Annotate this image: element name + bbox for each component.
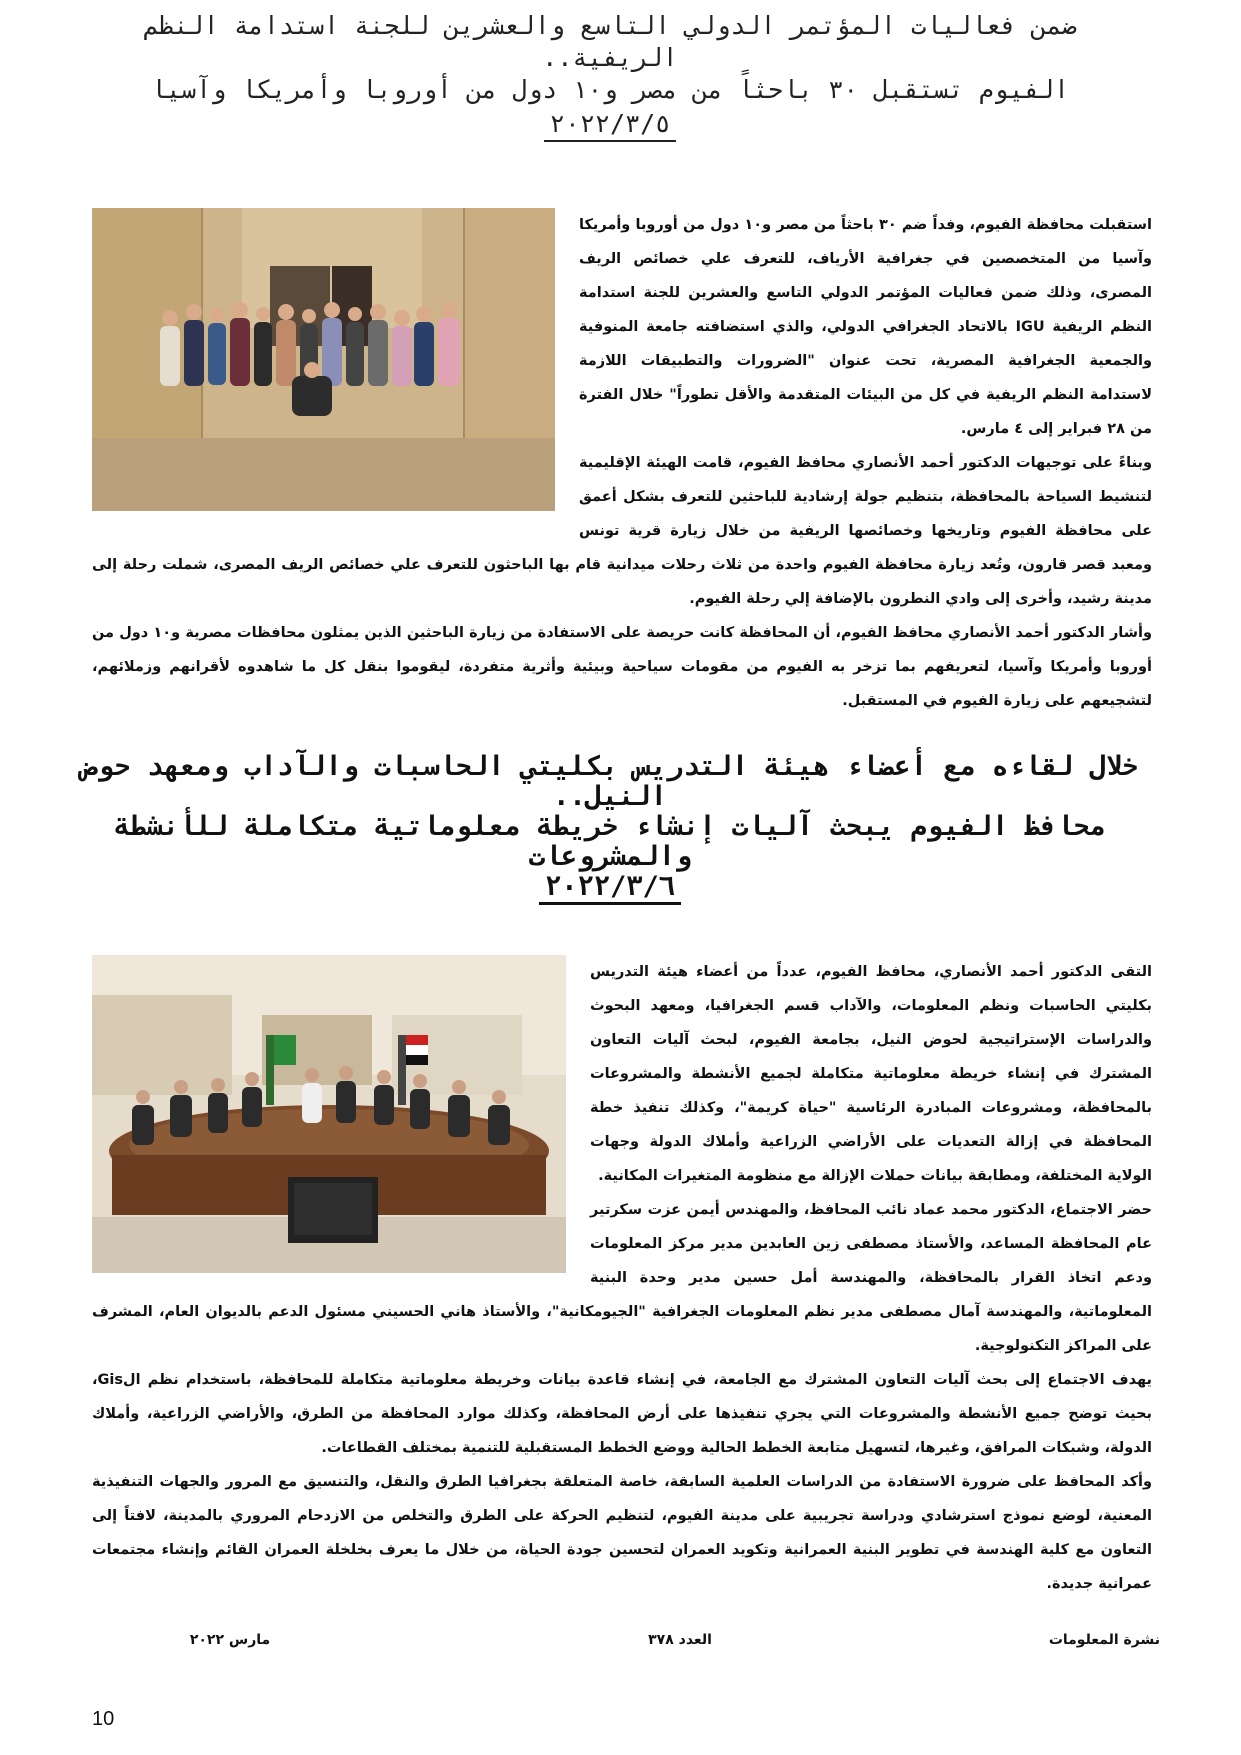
article2-headline (80, 752, 1140, 905)
footer-issue: العدد ٣٧٨ (648, 1632, 712, 1648)
article1-body (92, 208, 1152, 718)
article2-body (92, 955, 1152, 1601)
footer-month: مارس ٢٠٢٢ (189, 1632, 271, 1648)
article1-paragraph-2: وبناءً على توجيهات الدكتور أحمد الأنصاري محافظ الفيوم، قامت الهيئة الإقليمية لتنشيط السياحة بالمحافظة، بتنظيم جولة إرشادية للباحثين للتعرف بشكل أعمق على محافظة الفيوم وتاريخها وخصائصها الريفية من خلال زيارة قرية تونس ومعبد قصر قارون، وتُعد زيارة محافظة الفيوم واحدة من ثلاث رحلات ميدانية قام بها الباحثون للتعرف علي خصائص الريف المصرى، شملت رحلة إلى مدينة رشيد، وأخرى إلى وادي النطرون بالإضافة إلي رحلة الفيوم. (92, 455, 1152, 607)
article2-date: ٢٠٢٢/٣/٦ (539, 872, 681, 905)
footer-newsletter: نشرة المعلومات (1048, 1632, 1160, 1648)
article1-paragraph-1: استقبلت محافظة الفيوم، وفداً ضم ٣٠ باحثاً من مصر و١٠ دول من أوروبا وأمريكا وآسيا من المتخصصين في جغرافية الأرياف، للتعرف علي خصائص الريف المصرى، وذلك ضمن فعاليات المؤتمر الدولي التاسع والعشرين للجنة استدامة النظم الريفية IGU بالاتحاد الجغرافي الدولي، والذي استضافته جامعة المنوفية والجمعية الجغرافية المصرية، تحت عنوان "الضرورات والتطبيقات اللازمة لاستدامة النظم الريفية في كل من البيئات المتقدمة والأقل تطوراً" خلال الفترة من ٢٨ فبراير إلى ٤ مارس. (579, 217, 1152, 437)
article1-headline-line1: ضمن فعاليات المؤتمر الدولي التاسع والعشرين للجنة استدامة النظم الريفية.. (143, 11, 1077, 72)
article2-paragraph-2: حضر الاجتماع، الدكتور محمد عماد نائب المحافظ، والمهندس أيمن عزت سكرتير عام المحافظة المساعد، والأستاذ مصطفى زين العابدين مدير مركز المعلومات ودعم اتخاذ القرار بالمحافظة، والمهندسة أمل حسين مدير وحدة البنية المعلوماتية، والمهندسة آمال مصطفى مدير نظم المعلومات الجغرافية "الجيومكانية"، والأستاذ هاني الحسيني مسئول الدعم بالديوان العام، المشرف على المراكز التكنولوجية. (92, 1202, 1152, 1354)
article1-headline (80, 10, 1140, 142)
article2-paragraph-1: التقى الدكتور أحمد الأنصاري، محافظ الفيوم، عدداً من أعضاء هيئة التدريس بكليتي الحاسبات ونظم المعلومات، والآداب قسم الجغرافيا، ومعهد البحوث والدراسات الإستراتيجية لحوض النيل، بجامعة الفيوم، لبحث آليات التعاون المشترك في إنشاء خريطة معلوماتية متكاملة لجميع الأنشطة والمشروعات بالمحافظة، ومشروعات المبادرة الرئاسية "حياة كريمة"، وكذلك تنفيذ خطة المحافظة في إزالة التعديات على الأراضي الزراعية وأملاك الدولة وجهات الولاية المختلفة، ومطابقة بيانات حملات الإزالة مع منظومة المتغيرات المكانية. (590, 964, 1152, 1184)
article2-paragraph-3: يهدف الاجتماع إلى بحث آليات التعاون المشترك مع الجامعة، في إنشاء قاعدة بيانات وخريطة معلوماتية متكاملة للمحافظة، باستخدام نظم الGis، بحيث توضح جميع الأنشطة والمشروعات التي يجري تنفيذها على أرض المحافظة، وكذلك موارد المحافظة من الطرق، والأراضي الزراعية، وأملاك الدولة، وشبكات المرافق، وغيرها، لتسهيل متابعة الخطط الحالية ووضع الخطط المستقبلية للتنمية بمختلف القطاعات. (92, 1372, 1152, 1456)
article2-headline-line1: خلال لقاءه مع أعضاء هيئة التدريس بكليتي الحاسبات والآداب ومعهد حوض النيل.. (81, 751, 1139, 812)
meeting-room-photo (92, 955, 566, 1273)
article1-headline-line2: الفيوم تستقبل ٣٠ باحثاً من مصر و١٠ دول من أوروبا وأمريكا وآسيا (150, 75, 1070, 104)
article1-date: ٢٠٢٢/٣/٥ (544, 108, 676, 142)
page-number: 10 (92, 1708, 115, 1730)
group-photo-temple (92, 208, 555, 511)
article2-headline-line2: محافظ الفيوم يبحث آليات إنشاء خريطة معلوماتية متكاملة للأنشطة والمشروعات (114, 811, 1106, 872)
article2-paragraph-4: وأكد المحافظ على ضرورة الاستفادة من الدراسات العلمية السابقة، خاصة المتعلقة بجغرافيا الطرق والنقل، والتنسيق مع المرور والجهات التنفيذية المعنية، لوضع نموذج استرشادي ودراسة تجريبية على مدينة الفيوم، لتنظيم الحركة على الطرق والتخلص من الازدحام المروري بالمدينة، لافتاً إلى التعاون مع كلية الهندسة في تطوير البنية العمرانية وتكويد العمران لتحسين جودة الحياة، من خلال ما يعرف بخلخلة العمران القائم وإنشاء مجتمعات عمرانية جديدة. (92, 1474, 1152, 1592)
article1-paragraph-3: وأشار الدكتور أحمد الأنصاري محافظ الفيوم، أن المحافظة كانت حريصة على الاستفادة من زيارة الباحثين الذين يمثلون محافظات مصرية و١٠ دول من أوروبا وأمريكا وآسيا، لتعريفهم بما تزخر به الفيوم من مقومات سياحية وبيئية وأثرية متفردة، ليقوموا بنقل كل ما شاهدوه لأقرانهم وزملائهم، لتشجيعهم على زيارة الفيوم في المستقبل. (92, 625, 1152, 709)
